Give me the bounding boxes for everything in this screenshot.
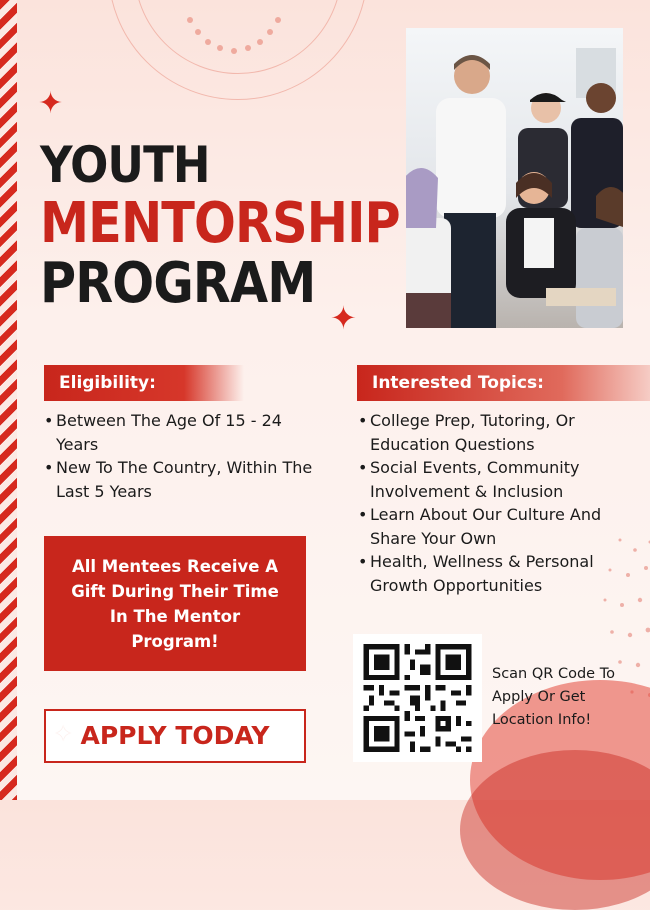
list-item: • College Prep, Tutoring, Or Education Questions — [358, 409, 643, 456]
gift-text: All Mentees Receive A Gift During Their Time In The Mentor Program! — [68, 554, 282, 654]
list-item: • Social Events, Community Involvement & Inclusion — [358, 456, 643, 503]
title-line-1: YOUTH — [40, 140, 408, 190]
gift-callout — [44, 536, 306, 671]
list-item: • Health, Wellness & Personal Growth Opportunities — [358, 550, 643, 597]
topics-heading: Interested Topics: — [357, 365, 650, 401]
decorative-dots — [150, 0, 320, 90]
qr-caption: Scan QR Code To Apply Or Get Location Info! — [492, 663, 642, 732]
list-item: • Learn About Our Culture And Share Your Own — [358, 503, 643, 550]
topics-list — [358, 409, 643, 597]
qr-code[interactable] — [353, 634, 482, 762]
program-title — [40, 140, 449, 312]
sparkle-icon: ✦ — [330, 299, 357, 337]
eligibility-heading: Eligibility: — [44, 365, 244, 401]
striped-border — [0, 0, 17, 800]
title-line-2: MENTORSHIP — [40, 196, 400, 252]
title-line-3: PROGRAM — [40, 256, 400, 312]
apply-label: APPLY TODAY — [81, 721, 270, 750]
eligibility-list — [44, 409, 319, 503]
sparkle-icon: ✦ — [54, 710, 72, 760]
apply-today-button[interactable] — [44, 709, 306, 763]
list-item: • New To The Country, Within The Last 5 Years — [44, 456, 319, 503]
sparkle-icon: ✦ — [38, 86, 63, 121]
group-photo — [406, 28, 623, 328]
list-item: • Between The Age Of 15 - 24 Years — [44, 409, 319, 456]
